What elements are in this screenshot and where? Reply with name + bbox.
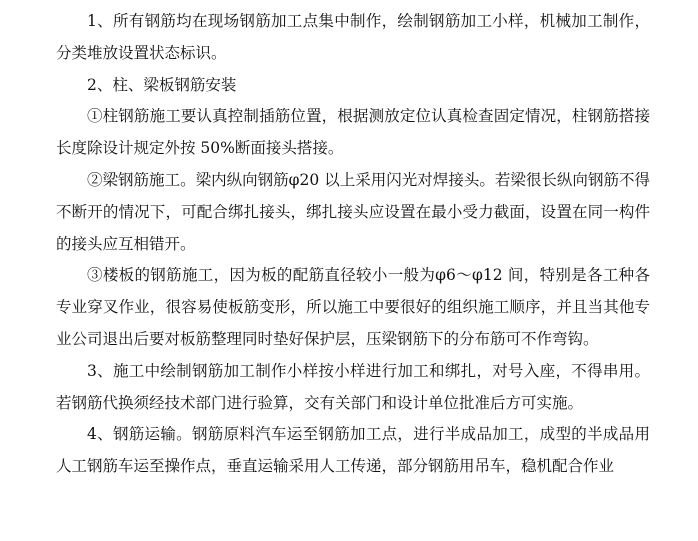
paragraph-beam-rebar: ②梁钢筋施工。梁内纵向钢筋φ20 以上采用闪光对焊接头。若梁很长纵向钢筋不得不断开的情况下，可配合绑扎接头，绑扎接头应设置在最小受力截面，设置在同一构件的接头应互相错开。 [56,170,650,253]
paragraph-2-column-beam-heading: 2、柱、梁板钢筋安装 [87,75,237,94]
paragraph-4-rebar-transport: 4、钢筋运输。钢筋原料汽车运至钢筋加工点，进行半成品加工，成型的半成品用人工钢筋车运至操作点，垂直运输采用人工传递，部分钢筋用吊车，稳机配合作业 [56,425,650,476]
paragraph-1-rebar-fabrication: 1、所有钢筋均在现场钢筋加工点集中制作，绘制钢筋加工小样，机械加工制作，分类堆放设置状态标识。 [56,12,650,62]
paragraph-slab-rebar: ③楼板的钢筋施工，因为板的配筋直径较小一般为φ6～φ12 间，特别是各工种各专业穿叉作业，很容易使板筋变形，所以施工中要很好的组织施工顺序，并且当其他专业公司退出后要对板筋整理同时垫好保护层，压梁钢筋下的分布筋可不作弯钩。 [56,266,650,348]
paragraph-column-rebar: ①柱钢筋施工要认真控制插筋位置，根据测放定位认真检查固定情况，柱钢筋搭接长度除设计规定外按 50%断面接头搭接。 [56,107,650,158]
paragraph-3-sample-processing: 3、施工中绘制钢筋加工制作小样按小样进行加工和绑扎，对号入座，不得串用。若钢筋代换须经技术部门进行验算，交有关部门和设计单位批准后方可实施。 [56,361,650,412]
